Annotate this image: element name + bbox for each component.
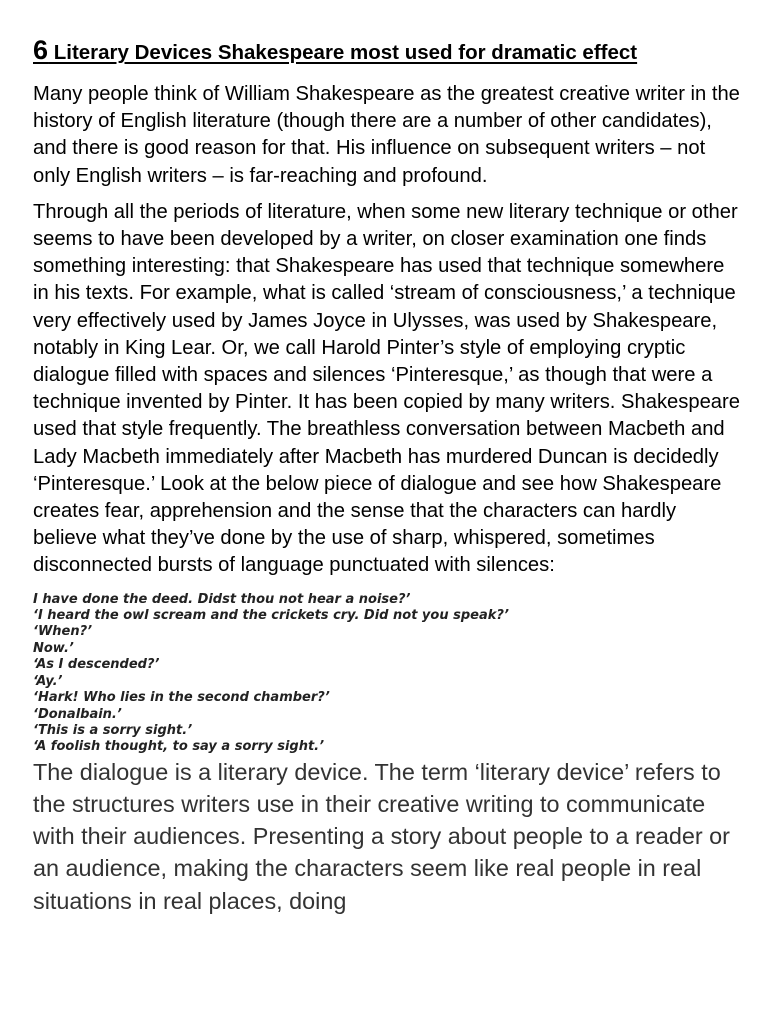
closing-paragraph: The dialogue is a literary device. The term ‘literary device’ refers to the structures writers use in their creative writing to communicate with their audiences. Presenting a story about people to a reader or an audience, making the characters seem like real people in real situations in real places, doing xyxy=(33,758,730,914)
dialogue-line: ‘Donalbain.’ xyxy=(33,706,122,722)
dialogue-line: I have done the deed. Didst thou not hear a noise?’ xyxy=(33,591,411,607)
dialogue-line: Now.’ xyxy=(33,640,74,656)
dialogue-line: ‘This is a sorry sight.’ xyxy=(33,722,193,738)
dialogue-line: ‘When?’ xyxy=(33,624,93,640)
title-number: 6 xyxy=(33,35,49,65)
intro-paragraph: Many people think of William Shakespeare as the greatest creative writer in the history of English literature (though there are a number of other candidates), and there is good reason for that. His influence on subsequent writers – not only English writers – is far-reaching and profound. xyxy=(33,83,740,187)
dialogue-line: ‘A foolish thought, to say a sorry sight.’ xyxy=(33,739,325,755)
dialogue-line: ‘I heard the owl scream and the crickets cry. Did not you speak?’ xyxy=(33,608,509,624)
title-text: Literary Devices Shakespeare most used for dramatic effect xyxy=(48,41,638,64)
page-title xyxy=(33,35,743,68)
dialogue-line: ‘Ay.’ xyxy=(33,673,63,689)
dialogue-line: ‘As I descended?’ xyxy=(33,657,160,673)
dialogue-line: ‘Hark! Who lies in the second chamber?’ xyxy=(33,690,330,706)
dialogue-excerpt xyxy=(33,592,743,756)
technique-paragraph: Through all the periods of literature, when some new literary technique or other seems to have been developed by a writer, on closer examination one finds something interesting: that Shakespeare has used that technique somewhere in his texts. For example, what is called ‘stream of consciousness,’ a technique very effectively used by James Joyce in Ulysses, was used by Shakespeare, notably in King Lear. Or, we call Harold Pinter’s style of employing cryptic dialogue filled with spaces and silences ‘Pinteresque,’ as though that were a technique invented by Pinter. It has been copied by many writers. Shakespeare used that style frequently. The breathless conversation between Macbeth and Lady Macbeth immediately after Macbeth has murdered Duncan is decidedly ‘Pinteresque.’ Look at the below piece of dialogue and see how Shakespeare creates fear, apprehension and the sense that the characters can hardly believe what they’ve done by the use of sharp, whispered, sometimes disconnected bursts of language punctuated with silences: xyxy=(33,200,740,577)
document-page xyxy=(33,35,743,917)
